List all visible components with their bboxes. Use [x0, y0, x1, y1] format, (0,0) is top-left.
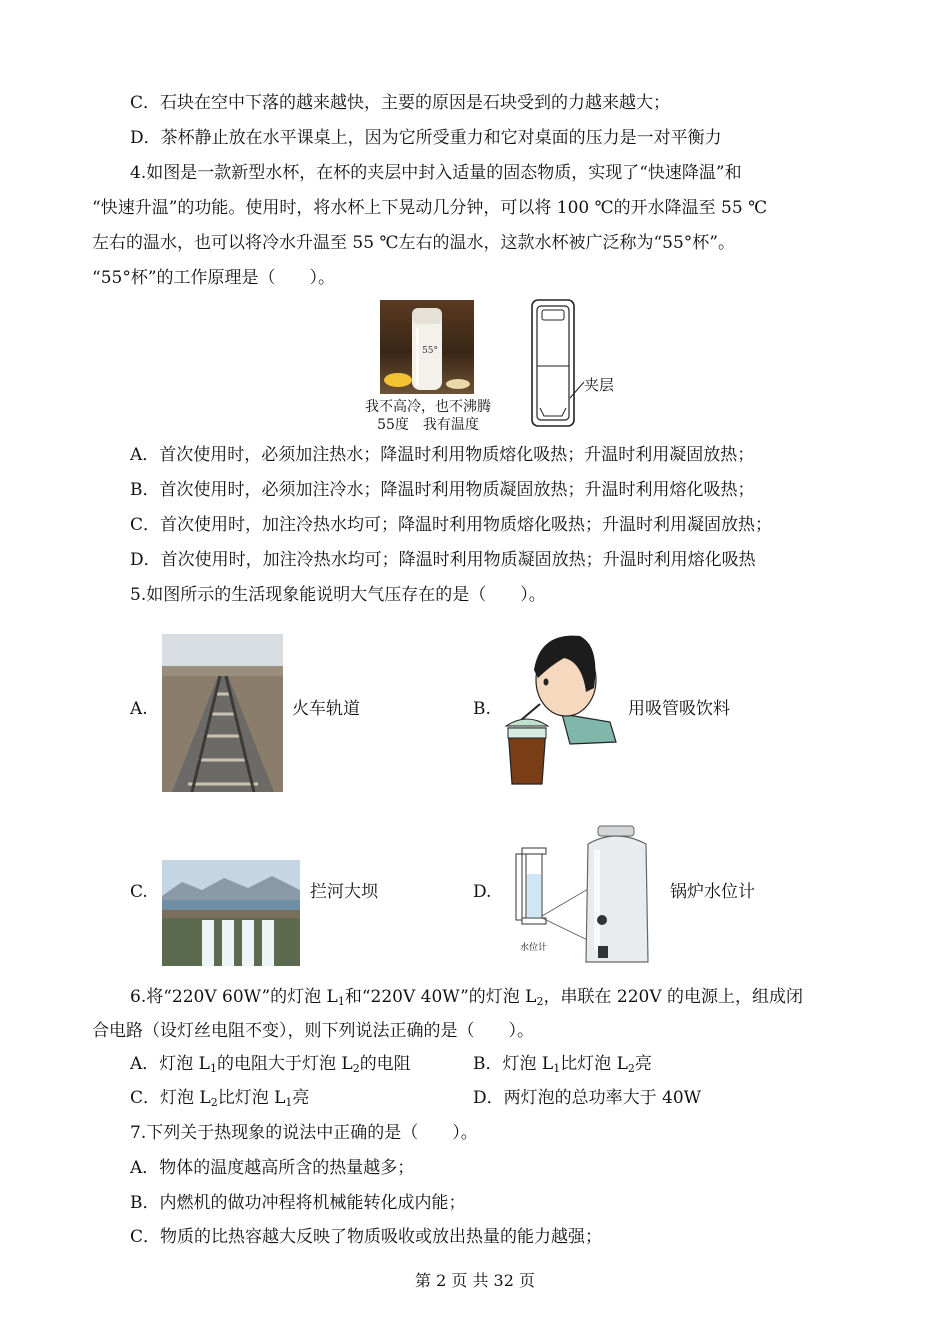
q7-option-c: C．物质的比热容越大反映了物质吸收或放出热量的能力越强； — [130, 1227, 603, 1247]
q6-option-b: B．灯泡 $L_1$比灯泡 $L_2$亮 — [473, 1054, 652, 1075]
q5-option-b-text: 用吸管吸饮料 — [628, 699, 730, 719]
q4-option-c: C．首次使用时，加注冷热水均可；降温时利用物质熔化吸热；升温时利用凝固放热； — [130, 515, 773, 535]
layer-label: 夹层 — [584, 376, 615, 394]
q5-option-c-letter: C. — [130, 882, 148, 902]
cup-caption-line1: 我不高冷，也不沸腾 — [365, 399, 491, 415]
q4-option-b: B．首次使用时，必须加注冷水；降温时利用物质凝固放热；升温时利用熔化吸热； — [130, 480, 755, 500]
q4-option-a: A．首次使用时，必须加注热水；降温时利用物质熔化吸热；升温时利用凝固放热； — [130, 445, 755, 465]
page-footer: 第 2 页 共 32 页 — [415, 1271, 535, 1290]
q5-option-a-text: 火车轨道 — [292, 699, 360, 719]
cup-caption-line2: 55度 我有温度 — [377, 417, 479, 433]
q5-option-d-text: 锅炉水位计 — [670, 882, 755, 902]
q7-stem: 7.下列关于热现象的说法中正确的是（ ）。 — [130, 1123, 478, 1143]
cup-photo — [380, 300, 474, 394]
q5-option-d-letter: D. — [473, 882, 492, 902]
q5-option-c-text: 拦河大坝 — [310, 882, 378, 902]
q6-stem-line1: 6.将“220V 60W”的灯泡 $L_1$和“220V 40W”的灯泡 $L_2$，串联在 220V 的电源上，组成闭 — [130, 987, 804, 1008]
cup-section-diagram — [526, 298, 586, 432]
q4-stem-line2: “快速升温”的功能。使用时，将水杯上下晃动几分钟，可以将 100 ℃的开水降温至 55 ℃ — [92, 198, 768, 218]
q5-option-a-letter: A. — [130, 699, 148, 719]
q4-stem-line4: “55°杯”的工作原理是（ ）。 — [92, 268, 336, 288]
q6-option-d: D．两灯泡的总功率大于 40W — [473, 1088, 702, 1108]
q3-option-c: C．石块在空中下落的越来越快，主要的原因是石块受到的力越来越大； — [130, 93, 671, 113]
boy-drinking-illustration — [500, 622, 620, 790]
q4-stem-line1: 4.如图是一款新型水杯，在杯的夹层中封入适量的固态物质，实现了“快速降温”和 — [130, 163, 742, 183]
q5-option-b-letter: B. — [473, 699, 491, 719]
q4-option-d: D．首次使用时，加注冷热水均可；降温时利用物质凝固放热；升温时利用熔化吸热 — [130, 550, 756, 570]
q6-option-a: A．灯泡 $L_1$的电阻大于灯泡 $L_2$的电阻 — [130, 1054, 411, 1075]
water-gauge-label: 水位计 — [520, 943, 548, 953]
q3-option-d: D．茶杯静止放在水平课桌上，因为它所受重力和它对桌面的压力是一对平衡力 — [130, 128, 722, 148]
q4-stem-line3: 左右的温水，也可以将冷水升温至 55 ℃左右的温水，这款水杯被广泛称为“55°杯”。 — [92, 233, 735, 253]
cup-label: 55° — [422, 346, 438, 356]
railway-photo — [162, 634, 283, 792]
q6-stem-line2: 合电路（设灯丝电阻不变），则下列说法正确的是（ ）。 — [92, 1021, 534, 1041]
q7-option-a: A．物体的温度越高所含的热量越多； — [130, 1158, 415, 1178]
q5-stem: 5.如图所示的生活现象能说明大气压存在的是（ ）。 — [130, 585, 546, 605]
q6-option-c: C．灯泡 $L_2$比灯泡 $L_1$亮 — [130, 1088, 310, 1109]
q7-option-b: B．内燃机的做功冲程将机械能转化成内能； — [130, 1193, 466, 1213]
dam-photo — [162, 860, 300, 966]
